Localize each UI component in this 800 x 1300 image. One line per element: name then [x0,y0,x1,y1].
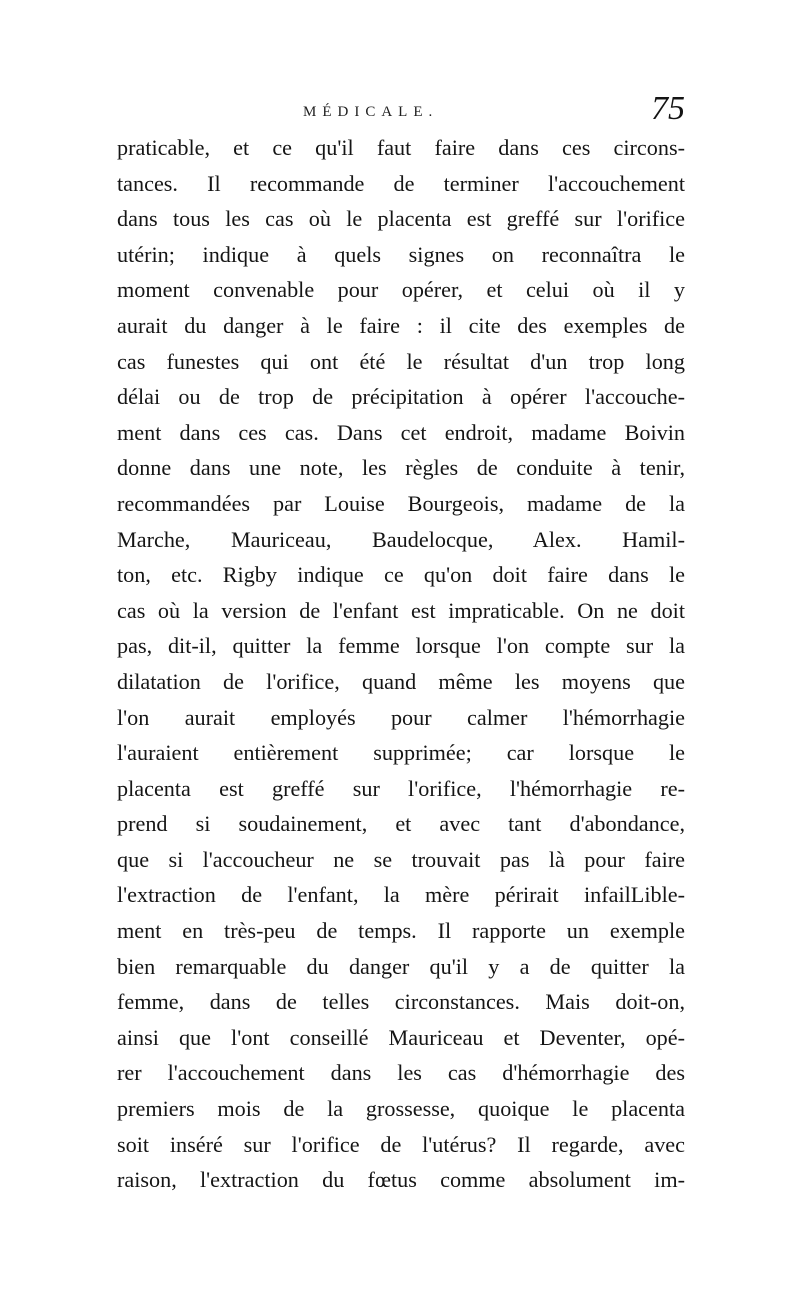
text-line: femme, dans de telles circonstances. Mais doit-on, [117,989,685,1015]
text-line: donne dans une note, les règles de conduite à tenir, [117,455,685,481]
text-line: soit inséré sur l'orifice de l'utérus? Il regarde, avec [117,1131,685,1157]
text-line: l'auraient entièrement supprimée; car lorsque le [117,740,685,766]
text-line: que si l'accoucheur ne se trouvait pas là pour faire [117,846,685,872]
text-line: ainsi que l'ont conseillé Mauriceau et Deventer, opé- [117,1024,685,1050]
text-line: pas, dit-il, quitter la femme lorsque l'on compte sur la [117,633,685,659]
text-line: utérin; indique à quels signes on reconnaîtra le [117,241,685,267]
text-line: placenta est greffé sur l'orifice, l'hémorrhagie re- [117,775,685,801]
text-line: cas où la version de l'enfant est impraticable. On ne doit [117,597,685,623]
text-line: aurait du danger à le faire : il cite des exemples de [117,312,685,338]
page-number: 75 [651,90,685,127]
text-line: délai ou de trop de précipitation à opérer l'accouche- [117,384,685,410]
text-line: premiers mois de la grossesse, quoique le placenta [117,1096,685,1122]
body-text [117,130,685,1198]
text-line: prend si soudainement, et avec tant d'abondance, [117,811,685,837]
text-line: rer l'accouchement dans les cas d'hémorrhagie des [117,1060,685,1086]
text-line: praticable, et ce qu'il faut faire dans ces circons- [117,135,685,160]
text-line: raison, l'extraction du fœtus comme absolument im- [117,1167,685,1193]
text-line: tances. Il recommande de terminer l'accouchement [117,170,685,196]
text-line: Marche, Mauriceau, Baudelocque, Alex. Hamil- [117,526,685,552]
text-line: ment dans ces cas. Dans cet endroit, madame Boivin [117,419,685,445]
text-line: bien remarquable du danger qu'il y a de quitter la [117,953,685,979]
text-line: ton, etc. Rigby indique ce qu'on doit faire dans le [117,562,685,588]
text-line: l'extraction de l'enfant, la mère périrait infailLible- [117,882,685,908]
text-line: l'on aurait employés pour calmer l'hémorrhagie [117,704,685,730]
running-head: MÉDICALE. [303,104,439,120]
text-line: cas funestes qui ont été le résultat d'un trop long [117,348,685,374]
text-line: ment en très-peu de temps. Il rapporte un exemple [117,918,685,944]
text-line: dans tous les cas où le placenta est greffé sur l'orifice [117,206,685,232]
text-line: moment convenable pour opérer, et celui où il y [117,277,685,303]
text-line: recommandées par Louise Bourgeois, madame de la [117,490,685,516]
text-line: dilatation de l'orifice, quand même les moyens que [117,668,685,694]
